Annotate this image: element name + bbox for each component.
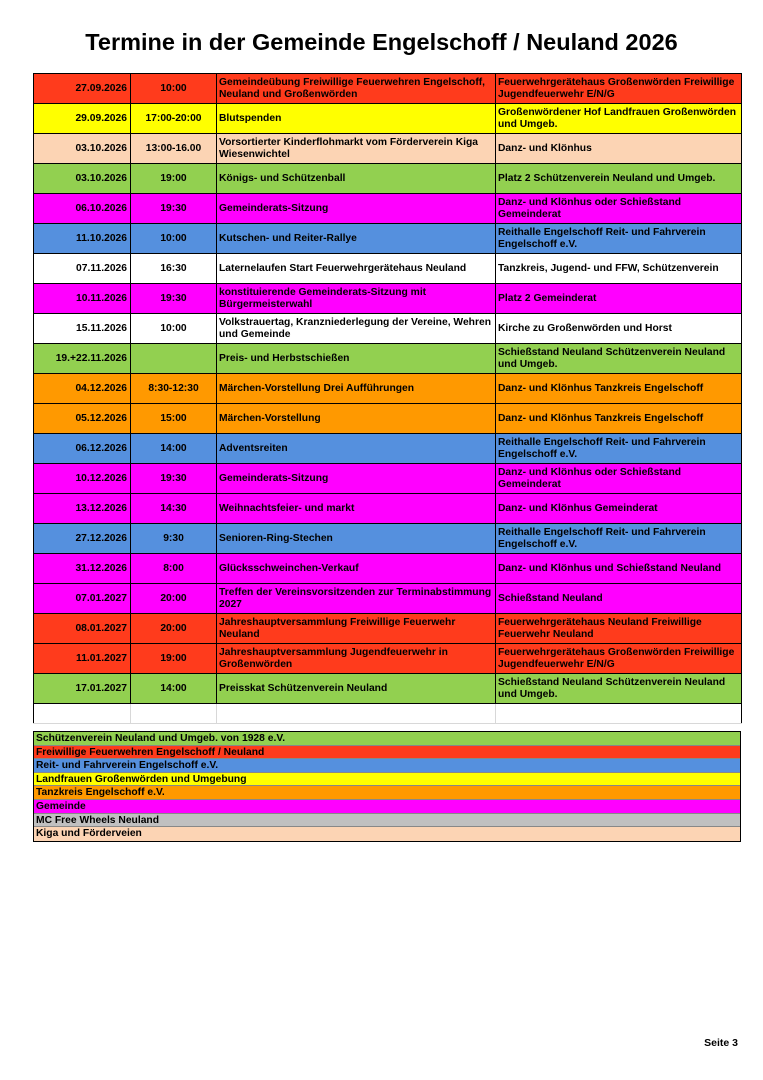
event-location: Danz- und Klönhus Tanzkreis Engelschoff (496, 374, 742, 404)
event-description: Märchen-Vorstellung (217, 404, 496, 434)
event-description: Preisskat Schützenverein Neuland (217, 674, 496, 704)
event-location: Schießstand Neuland (496, 584, 742, 614)
empty-cell (131, 704, 217, 724)
event-time: 10:00 (131, 74, 217, 104)
event-time: 19:30 (131, 194, 217, 224)
empty-cell (217, 704, 496, 724)
event-location: Danz- und Klönhus (496, 134, 742, 164)
event-description: Blutspenden (217, 104, 496, 134)
event-time: 19:30 (131, 284, 217, 314)
event-description: Gemeinderats-Sitzung (217, 464, 496, 494)
event-row (34, 164, 742, 194)
event-description: Gemeinderats-Sitzung (217, 194, 496, 224)
event-date: 15.11.2026 (34, 314, 131, 344)
event-description: Senioren-Ring-Stechen (217, 524, 496, 554)
event-time: 19:00 (131, 644, 217, 674)
event-date: 13.12.2026 (34, 494, 131, 524)
event-time: 10:00 (131, 224, 217, 254)
event-location: Reithalle Engelschoff Reit- und Fahrverein Engelschoff e.V. (496, 224, 742, 254)
event-time: 8:30-12:30 (131, 374, 217, 404)
event-location: Danz- und Klönhus und Schießstand Neuland (496, 554, 742, 584)
color-legend (33, 731, 741, 842)
event-time: 16:30 (131, 254, 217, 284)
event-location: Schießstand Neuland Schützenverein Neuland und Umgeb. (496, 674, 742, 704)
event-date: 04.12.2026 (34, 374, 131, 404)
legend-item: Reit- und Fahrverein Engelschoff e.V. (34, 759, 740, 773)
event-description: Preis- und Herbstschießen (217, 344, 496, 374)
event-location: Platz 2 Gemeinderat (496, 284, 742, 314)
event-time: 9:30 (131, 524, 217, 554)
event-date: 08.01.2027 (34, 614, 131, 644)
event-row (34, 374, 742, 404)
event-date: 10.12.2026 (34, 464, 131, 494)
event-time: 14:00 (131, 434, 217, 464)
event-date: 03.10.2026 (34, 164, 131, 194)
event-location: Feuerwehrgerätehaus Neuland Freiwillige Feuerwehr Neuland (496, 614, 742, 644)
event-date: 07.11.2026 (34, 254, 131, 284)
event-row (34, 554, 742, 584)
event-date: 06.12.2026 (34, 434, 131, 464)
page-title: Termine in der Gemeinde Engelschoff / Neuland 2026 (85, 29, 678, 55)
event-row (34, 284, 742, 314)
event-description: Märchen-Vorstellung Drei Aufführungen (217, 374, 496, 404)
event-time: 19:00 (131, 164, 217, 194)
event-row (34, 194, 742, 224)
legend-item: Schützenverein Neuland und Umgeb. von 1928 e.V. (34, 732, 740, 746)
event-date: 29.09.2026 (34, 104, 131, 134)
event-location: Feuerwehrgerätehaus Großenwörden Freiwillige Jugendfeuerwehr E/N/G (496, 74, 742, 104)
event-time: 14:30 (131, 494, 217, 524)
event-time: 15:00 (131, 404, 217, 434)
event-location: Großenwördener Hof Landfrauen Großenwörden und Umgeb. (496, 104, 742, 134)
event-time: 20:00 (131, 584, 217, 614)
event-description: konstituierende Gemeinderats-Sitzung mit Bürgermeisterwahl (217, 284, 496, 314)
event-description: Vorsortierter Kinderflohmarkt vom Förderverein Kiga Wiesenwichtel (217, 134, 496, 164)
legend-item: Tanzkreis Engelschoff e.V. (34, 786, 740, 800)
event-date: 03.10.2026 (34, 134, 131, 164)
event-row (34, 404, 742, 434)
event-row (34, 494, 742, 524)
empty-cell (34, 704, 131, 724)
event-row (34, 464, 742, 494)
event-description: Jahreshauptversammlung Jugendfeuerwehr in Großenwörden (217, 644, 496, 674)
event-description: Jahreshauptversammlung Freiwillige Feuerwehr Neuland (217, 614, 496, 644)
event-row (34, 74, 742, 104)
event-description: Adventsreiten (217, 434, 496, 464)
event-row (34, 134, 742, 164)
event-location: Tanzkreis, Jugend- und FFW, Schützenverein (496, 254, 742, 284)
event-date: 27.12.2026 (34, 524, 131, 554)
event-description: Glücksschweinchen-Verkauf (217, 554, 496, 584)
event-description: Kutschen- und Reiter-Rallye (217, 224, 496, 254)
event-date: 06.10.2026 (34, 194, 131, 224)
legend-item: Landfrauen Großenwörden und Umgebung (34, 773, 740, 787)
event-time: 20:00 (131, 614, 217, 644)
event-location: Kirche zu Großenwörden und Horst (496, 314, 742, 344)
legend-item: MC Free Wheels Neuland (34, 814, 740, 828)
event-time: 10:00 (131, 314, 217, 344)
event-description: Königs- und Schützenball (217, 164, 496, 194)
event-description: Laternelaufen Start Feuerwehrgerätehaus Neuland (217, 254, 496, 284)
event-location: Feuerwehrgerätehaus Großenwörden Freiwillige Jugendfeuerwehr E/N/G (496, 644, 742, 674)
page-number: Seite 3 (704, 1037, 738, 1049)
event-location: Platz 2 Schützenverein Neuland und Umgeb. (496, 164, 742, 194)
event-location: Danz- und Klönhus Tanzkreis Engelschoff (496, 404, 742, 434)
event-date: 05.12.2026 (34, 404, 131, 434)
event-row (34, 584, 742, 614)
legend-item: Kiga und Förderveien (34, 827, 740, 841)
event-location: Reithalle Engelschoff Reit- und Fahrverein Engelschoff e.V. (496, 524, 742, 554)
event-time (131, 344, 217, 374)
event-date: 11.01.2027 (34, 644, 131, 674)
event-location: Danz- und Klönhus Gemeinderat (496, 494, 742, 524)
event-row (34, 644, 742, 674)
event-location: Danz- und Klönhus oder Schießstand Gemeinderat (496, 464, 742, 494)
event-row (34, 224, 742, 254)
event-date: 10.11.2026 (34, 284, 131, 314)
legend-item: Freiwillige Feuerwehren Engelschoff / Neuland (34, 746, 740, 760)
event-location: Schießstand Neuland Schützenverein Neuland und Umgeb. (496, 344, 742, 374)
event-date: 17.01.2027 (34, 674, 131, 704)
events-table (33, 73, 742, 724)
event-date: 19.+22.11.2026 (34, 344, 131, 374)
event-date: 11.10.2026 (34, 224, 131, 254)
event-date: 31.12.2026 (34, 554, 131, 584)
event-description: Treffen der Vereinsvorsitzenden zur Terminabstimmung 2027 (217, 584, 496, 614)
event-row (34, 344, 742, 374)
event-row (34, 314, 742, 344)
event-row (34, 434, 742, 464)
empty-cell (496, 704, 742, 724)
event-time: 14:00 (131, 674, 217, 704)
events-table-body (34, 74, 742, 724)
event-row (34, 254, 742, 284)
event-date: 07.01.2027 (34, 584, 131, 614)
event-description: Gemeindeübung Freiwillige Feuerwehren Engelschoff, Neuland und Großenwörden (217, 74, 496, 104)
event-location: Reithalle Engelschoff Reit- und Fahrverein Engelschoff e.V. (496, 434, 742, 464)
event-row (34, 614, 742, 644)
event-row (34, 674, 742, 704)
event-time: 19:30 (131, 464, 217, 494)
event-row (34, 104, 742, 134)
event-time: 17:00-20:00 (131, 104, 217, 134)
event-time: 13:00-16.00 (131, 134, 217, 164)
event-time: 8:00 (131, 554, 217, 584)
event-description: Volkstrauertag, Kranzniederlegung der Vereine, Wehren und Gemeinde (217, 314, 496, 344)
legend-item: Gemeinde (34, 800, 740, 814)
event-date: 27.09.2026 (34, 74, 131, 104)
event-row (34, 524, 742, 554)
empty-row (34, 704, 742, 724)
event-location: Danz- und Klönhus oder Schießstand Gemeinderat (496, 194, 742, 224)
event-description: Weihnachtsfeier- und markt (217, 494, 496, 524)
